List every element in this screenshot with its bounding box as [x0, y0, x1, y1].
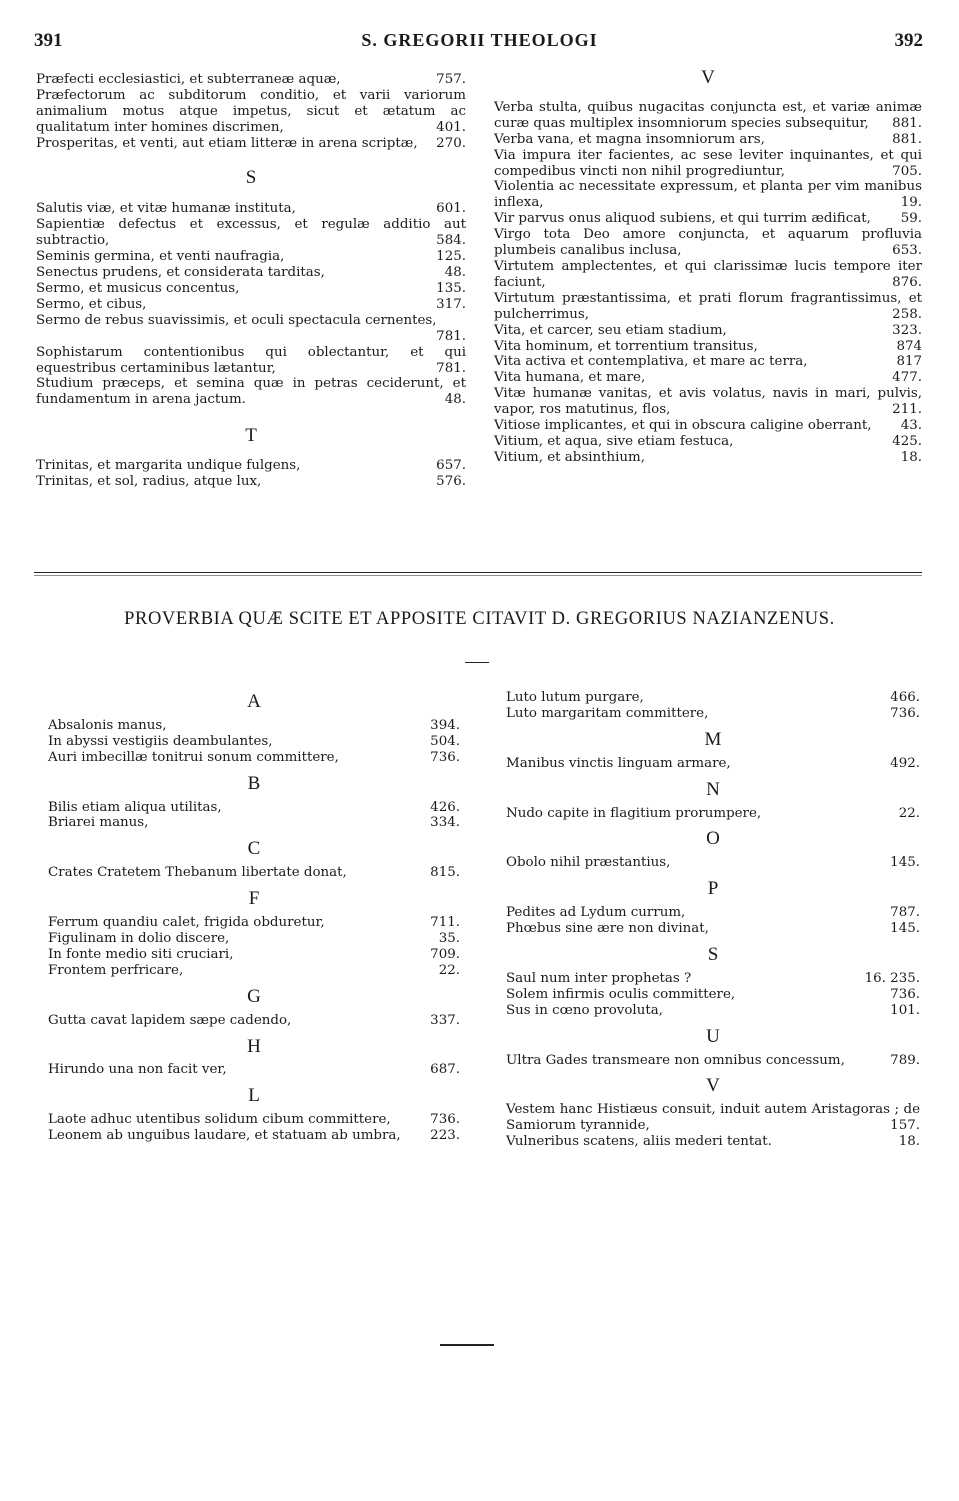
entry-text: Manibus vinctis linguam armare,	[506, 755, 731, 771]
entry-number: 323.	[892, 322, 922, 338]
index-entry	[494, 179, 922, 211]
index-entry	[48, 1062, 460, 1078]
entry-text: Absalonis manus,	[48, 717, 167, 733]
index-entry	[36, 217, 466, 249]
index-entry	[494, 100, 922, 132]
entry-text: Auri imbecillæ tonitrui sonum committere,	[48, 749, 339, 765]
index-entry	[36, 88, 466, 136]
entry-number: 874	[896, 338, 922, 354]
entry-text: In abyssi vestigiis deambulantes,	[48, 733, 273, 749]
index-entry	[494, 354, 922, 370]
entry-text: Studium præceps, et semina quæ in petras ceciderunt, et fundamentum in arena jactum.	[36, 376, 466, 408]
entry-number: 736.	[430, 1112, 460, 1128]
entry-number: 787.	[890, 905, 920, 921]
entry-text: Sermo, et cibus,	[36, 296, 147, 312]
spacer	[48, 766, 460, 770]
entry-text: Ultra Gades transmeare non omnibus concessum,	[506, 1052, 845, 1068]
proverbia-title: PROVERBIA QUÆ SCITE ET APPOSITE CITAVIT D. GREGORIUS NAZIANZENUS.	[124, 609, 835, 629]
index-entry	[494, 259, 922, 291]
entry-number: 504.	[430, 733, 460, 749]
section-letter: U	[706, 1025, 720, 1047]
entry-number: 59.	[900, 211, 922, 227]
section-letter: A	[247, 691, 261, 712]
entry-number: 876.	[892, 274, 922, 290]
entry-number: 653.	[892, 243, 922, 259]
spacer	[48, 979, 460, 983]
index-entry	[48, 915, 460, 931]
entry-number: 401.	[436, 119, 466, 135]
entry-text: Briarei manus,	[48, 815, 149, 831]
entry-number: 16. 235.	[864, 970, 920, 986]
index-entry	[48, 750, 460, 766]
entry-number: 270.	[436, 135, 466, 151]
index-entry	[48, 815, 460, 831]
entry-text: Crates Cratetem Thebanum libertate donat,	[48, 865, 347, 881]
index-entry	[48, 734, 460, 750]
entry-text: Sapientiæ defectus et excessus, et regulæ additio aut subtractio,	[36, 217, 466, 249]
index-entry	[48, 865, 460, 881]
index-entry	[506, 806, 920, 822]
entry-number: 757.	[436, 72, 466, 87]
spacer	[48, 881, 460, 885]
entry-number: 394.	[430, 717, 460, 733]
index-entry	[36, 458, 466, 474]
index-entry	[36, 201, 466, 217]
spacer	[506, 871, 920, 875]
entry-number: 223.	[430, 1128, 460, 1144]
index-entry	[48, 1112, 460, 1128]
entry-text: Sus in cœno provoluta,	[506, 1002, 663, 1018]
index-entry	[48, 931, 460, 947]
page-number-right: 392	[894, 30, 923, 51]
spacer	[506, 772, 920, 776]
entry-text: Figulinam in dolio discere,	[48, 930, 230, 946]
entry-number: 781.	[436, 360, 466, 376]
index-entry	[494, 148, 922, 180]
entry-number: 477.	[892, 370, 922, 386]
entry-text: Luto margaritam committere,	[506, 705, 709, 721]
entry-text: Vitæ humanæ vanitas, et avis volatus, navis in mari, pulvis, vapor, ros matutinus, flos,	[494, 386, 922, 418]
entry-text: Obolo nihil præstantius,	[506, 855, 671, 871]
spacer	[506, 722, 920, 726]
entry-text: Laote adhuc utentibus solidum cibum committere,	[48, 1112, 391, 1128]
entry-text: Vitiose implicantes, et qui in obscura caligine oberrant,	[494, 418, 872, 434]
proverbia-left-column	[48, 688, 460, 1148]
entry-number: 492.	[890, 755, 920, 771]
index-entry	[506, 1053, 920, 1069]
entry-number: 687.	[430, 1062, 460, 1078]
index-entry	[48, 947, 460, 963]
entry-number: 48.	[444, 392, 466, 408]
index-entry	[506, 1134, 920, 1150]
entry-text: Via impura iter facientes, ac sese leviter inquinantes, et qui compedibus vincti non nihil progrediuntur,	[494, 147, 922, 179]
entry-number: 736.	[430, 749, 460, 765]
index-entry	[36, 281, 466, 297]
entry-number: 135.	[436, 280, 466, 296]
entry-text: Frontem perfricare,	[48, 962, 184, 978]
index-entry	[494, 227, 922, 259]
index-entry	[494, 323, 922, 339]
entry-text: Verba vana, et magna insomniorum ars,	[494, 131, 765, 147]
entry-number: 48.	[444, 265, 466, 281]
index-entry	[36, 249, 466, 265]
entry-text: Sermo de rebus suavissimis, et oculi spectacula cernentes,	[36, 312, 437, 328]
entry-text: Bilis etiam aliqua utilitas,	[48, 799, 222, 815]
entry-number: 789.	[890, 1052, 920, 1068]
entry-text: Solem infirmis oculis committere,	[506, 986, 736, 1002]
index-entry	[506, 1102, 920, 1134]
index-entry	[48, 718, 460, 734]
spacer	[506, 821, 920, 825]
entry-text: Seminis germina, et venti naufragia,	[36, 249, 285, 265]
index-entry	[48, 963, 460, 979]
entry-number: 781.	[436, 328, 466, 344]
section-letter: C	[247, 838, 261, 860]
index-entry	[494, 291, 922, 323]
index-entry	[48, 1128, 460, 1144]
entry-number: 19.	[900, 195, 922, 211]
index-entry	[494, 132, 922, 148]
entry-number: 18.	[898, 1134, 920, 1150]
entry-text: Trinitas, et margarita undique fulgens,	[36, 458, 301, 474]
entry-number: 258.	[892, 306, 922, 322]
entry-number: 426.	[430, 799, 460, 815]
entry-number: 711.	[430, 915, 460, 931]
entry-text: Prosperitas, et venti, aut etiam litteræ in arena scriptæ,	[36, 135, 418, 151]
entry-number: 601.	[436, 201, 466, 217]
entry-number: 705.	[892, 163, 922, 179]
section-letter: G	[247, 985, 261, 1007]
index-entry	[506, 855, 920, 871]
index-entry	[506, 1003, 920, 1019]
entry-text: Phœbus sine ære non divinat,	[506, 921, 709, 937]
entry-number: 22.	[438, 962, 460, 978]
index-entry	[506, 905, 920, 921]
entry-text: Sermo, et musicus concentus,	[36, 280, 240, 296]
section-letter: H	[247, 1035, 261, 1057]
entry-text: Trinitas, et sol, radius, atque lux,	[36, 474, 262, 490]
entry-text: Vulneribus scatens, aliis mederi tentat.	[506, 1134, 772, 1150]
spacer	[48, 1029, 460, 1033]
section-letter: T	[245, 425, 257, 447]
entry-number: 881.	[892, 115, 922, 131]
index-entry	[36, 136, 466, 152]
entry-text: Violentia ac necessitate expressum, et planta per vim manibus inflexa,	[494, 179, 922, 211]
index-entry	[494, 211, 922, 227]
entry-text: Vitium, et absinthium,	[494, 449, 645, 465]
index-entry	[494, 370, 922, 386]
running-title: S. GREGORII THEOLOGI	[361, 30, 598, 50]
section-divider-thin	[34, 575, 922, 576]
entry-text: Senectus prudens, et considerata tarditas,	[36, 265, 325, 281]
section-letter: V	[701, 67, 715, 88]
index-entry	[506, 987, 920, 1003]
entry-number: 337.	[430, 1012, 460, 1028]
entry-number: 815.	[430, 865, 460, 881]
section-letter: N	[706, 778, 720, 800]
entry-text: Gutta cavat lapidem sæpe cadendo,	[48, 1012, 292, 1028]
entry-text: Leonem ab unguibus laudare, et statuam ab umbra,	[48, 1128, 401, 1144]
index-entry	[506, 706, 920, 722]
index-entry	[506, 971, 920, 987]
entry-number: 881.	[892, 131, 922, 147]
spacer	[506, 1150, 920, 1154]
entry-number: 817	[896, 354, 922, 370]
entry-text: Vitium, et aqua, sive etiam festuca,	[494, 433, 734, 449]
index-entry	[494, 386, 922, 418]
spacer	[506, 1019, 920, 1023]
section-letter: F	[248, 888, 260, 910]
entry-number: 22.	[898, 805, 920, 821]
entry-text: Præfectorum ac subditorum conditio, et varii variorum animalium motus atque impetus, sicut et ætatum ac qualitatum inter homines discrimen,	[36, 87, 466, 135]
index-entry	[506, 690, 920, 706]
index-entry	[36, 297, 466, 313]
spacer	[48, 831, 460, 835]
index-entry	[36, 474, 466, 490]
entry-number: 145.	[890, 921, 920, 937]
index-left-column	[36, 72, 466, 490]
entry-text: Sophistarum contentionibus qui oblectantur, et qui equestribus certaminibus lætantur,	[36, 344, 466, 376]
end-rule	[440, 1344, 494, 1346]
entry-text: Nudo capite in flagitium prorumpere,	[506, 805, 762, 821]
entry-text: Virtutum præstantissima, et prati florum fragrantissimus, et pulcherrimus,	[494, 290, 922, 322]
index-entry	[494, 434, 922, 450]
index-entry	[506, 921, 920, 937]
entry-text: Virtutem amplectentes, et qui clarissimæ lucis tempore iter faciunt,	[494, 258, 922, 290]
entry-text: Vita activa et contemplativa, et mare ac terra,	[494, 354, 808, 370]
spacer	[48, 1078, 460, 1082]
entry-text: Pedites ad Lydum currum,	[506, 905, 686, 921]
entry-text: Vita hominum, et torrentium transitus,	[494, 338, 758, 354]
entry-text: Luto lutum purgare,	[506, 690, 644, 705]
entry-number: 584.	[436, 233, 466, 249]
section-letter: L	[248, 1085, 260, 1107]
index-entry	[36, 265, 466, 281]
section-letter: S	[707, 943, 719, 965]
index-entry	[36, 345, 466, 377]
index-entry	[36, 313, 466, 345]
entry-number: 576.	[436, 474, 466, 490]
entry-number: 145.	[890, 855, 920, 871]
entry-number: 157.	[890, 1118, 920, 1134]
page-number-left: 391	[34, 30, 63, 51]
section-letter: B	[247, 772, 261, 794]
section-letter: S	[245, 166, 257, 188]
entry-number: 18.	[900, 449, 922, 465]
entry-number: 736.	[890, 705, 920, 721]
entry-text: Virgo tota Deo amore conjuncta, et aquarum profluvia plumbeis canalibus inclusa,	[494, 227, 922, 259]
section-letter: V	[706, 1075, 720, 1097]
section-letter: O	[706, 828, 720, 850]
entry-number: 101.	[890, 1002, 920, 1018]
entry-number: 334.	[430, 815, 460, 831]
entry-number: 425.	[892, 433, 922, 449]
index-entry	[494, 450, 922, 466]
entry-number: 657.	[436, 458, 466, 474]
entry-text: Ferrum quandiu calet, frigida obduretur,	[48, 915, 325, 931]
entry-number: 43.	[900, 418, 922, 434]
entry-text: Præfecti ecclesiastici, et subterraneæ aquæ,	[36, 72, 341, 87]
entry-number: 125.	[436, 249, 466, 265]
entry-number: 211.	[892, 402, 922, 418]
entry-text: Vestem hanc Histiæus consuit, induit autem Aristagoras ; de Samiorum tyrannide,	[506, 1102, 920, 1134]
index-right-column	[494, 67, 922, 466]
spacer	[506, 1068, 920, 1072]
entry-text: Verba stulta, quibus nugacitas conjuncta est, et variæ animæ curæ quas multiplex insomniorum species subsequitur,	[494, 99, 922, 131]
index-entry	[48, 800, 460, 816]
entry-number: 317.	[436, 296, 466, 312]
section-letter: P	[707, 878, 719, 900]
index-entry	[494, 339, 922, 355]
entry-text: In fonte medio siti cruciari,	[48, 946, 234, 962]
index-entry	[48, 1013, 460, 1029]
entry-text: Vir parvus onus aliquod subiens, et qui turrim ædificat,	[494, 211, 871, 227]
proverbia-right-column	[506, 690, 920, 1154]
spacer	[506, 937, 920, 941]
spacer	[48, 1144, 460, 1148]
section-divider	[34, 572, 922, 573]
entry-number: 35.	[438, 930, 460, 946]
entry-text: Saul num inter prophetas ?	[506, 970, 692, 986]
index-entry	[36, 72, 466, 88]
entry-number: 466.	[890, 690, 920, 705]
title-dash	[465, 662, 489, 663]
index-entry	[494, 418, 922, 434]
entry-number: 709.	[430, 946, 460, 962]
entry-text: Vita humana, et mare,	[494, 370, 646, 386]
entry-text: Vita, et carcer, seu etiam stadium,	[494, 322, 727, 338]
entry-text: Hirundo una non facit ver,	[48, 1062, 227, 1078]
entry-text: Salutis viæ, et vitæ humanæ instituta,	[36, 201, 296, 217]
index-entry	[506, 756, 920, 772]
entry-number: 736.	[890, 986, 920, 1002]
section-letter: M	[704, 728, 722, 750]
index-entry	[36, 376, 466, 408]
